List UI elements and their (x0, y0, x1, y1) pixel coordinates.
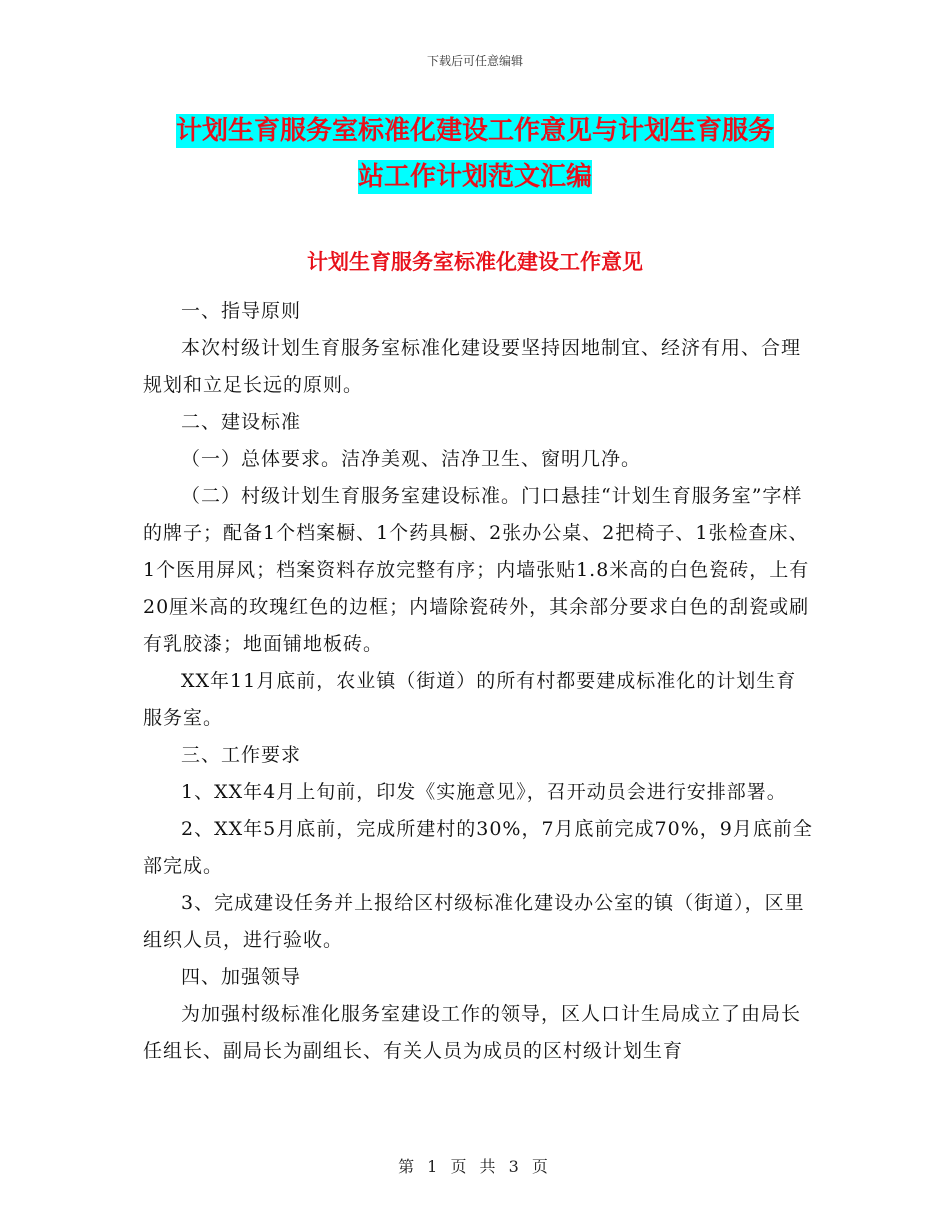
paragraph-village-standards: （二）村级计划生育服务室建设标准。门口悬挂“计划生育服务室”字样的牌子；配备1个档案橱、1个药具橱、2张办公桌、2把椅子、1张检查床、1个医用屏风；档案资料存放完整有序；内墙张贴1.8米高的白色瓷砖，上有20厘米高的玫瑰红色的边框；内墙除瓷砖外，其余部分要求白色的刮瓷或刷有乳胶漆；地面铺地板砖。 (143, 485, 810, 655)
title-line-1-text: 计划生育服务室标准化建设工作意见与计划生育服务 (175, 116, 774, 146)
heading-construction-standards: 二、建设标准 (181, 411, 302, 433)
section-title: 计划生育服务室标准化建设工作意见 (307, 249, 643, 274)
paragraph-deadline: XX年11月底前，农业镇（街道）的所有村都要建成标准化的计划生育服务室。 (143, 670, 797, 729)
paragraph-leadership: 为加强村级标准化服务室建设工作的领导，区人口计生局成立了由局长任组长、副局长为副组长、有关人员为成员的区村级计划生育 (143, 1003, 802, 1062)
paragraph-requirement-3: 3、完成建设任务并上报给区村级标准化建设办公室的镇（街道），区里组织人员，进行验收。 (143, 892, 805, 951)
page-footer: 第 1 页 共 3 页 (398, 1157, 552, 1176)
heading-guiding-principles: 一、指导原则 (181, 300, 302, 322)
heading-work-requirements: 三、工作要求 (181, 744, 302, 766)
document-title-line-1 (0, 108, 950, 154)
paragraph-principles: 本次村级计划生育服务室标准化建设要坚持因地制宜、经济有用、合理规划和立足长远的原则。 (143, 337, 802, 396)
header-note: 下载后可任意编辑 (426, 54, 523, 68)
paragraph-general-requirements: （一）总体要求。洁净美观、洁净卫生、窗明几净。 (181, 448, 642, 470)
paragraph-requirement-2: 2、XX年5月底前，完成所建村的30%，7月底前完成70%，9月底前全部完成。 (143, 818, 813, 877)
paragraph-requirement-1: 1、XX年4月上旬前，印发《实施意见》，召开动员会进行安排部署。 (181, 781, 787, 803)
document-body (143, 293, 815, 1070)
heading-strengthen-leadership: 四、加强领导 (181, 966, 302, 988)
document-title (0, 108, 950, 200)
document-title-line-2 (0, 154, 950, 200)
title-line-2-text: 站工作计划范文汇编 (357, 162, 592, 192)
